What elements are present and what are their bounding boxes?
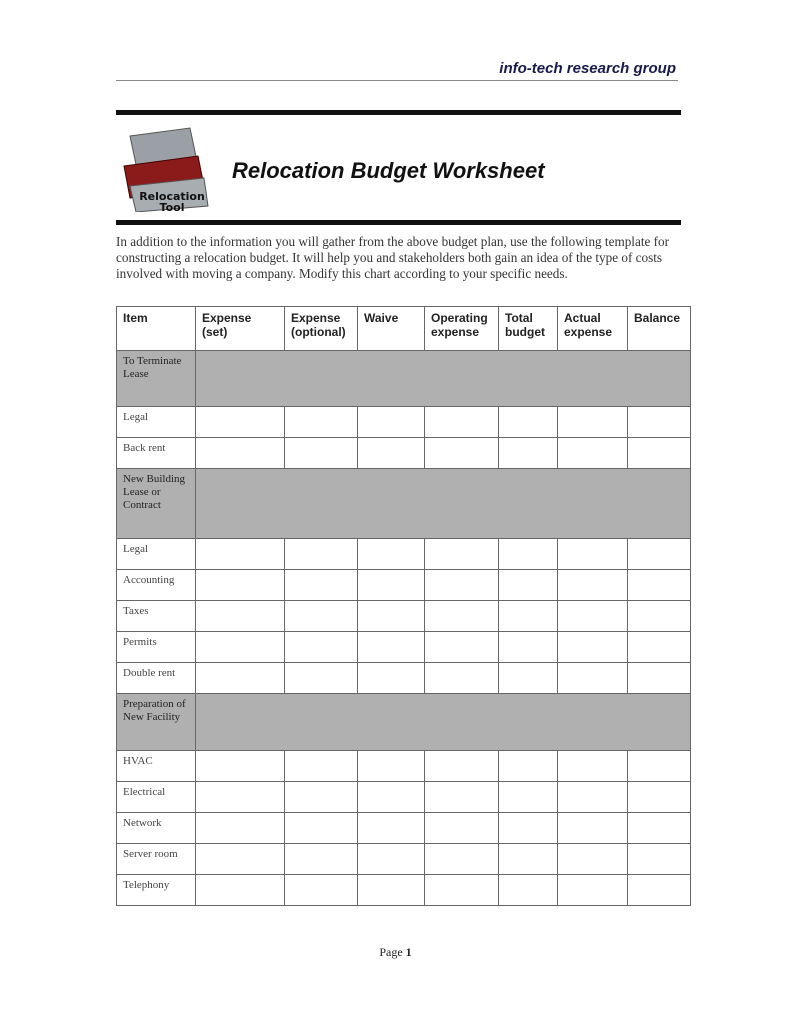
table-row [117, 438, 691, 469]
input-cell[interactable] [558, 844, 628, 875]
item-label: Accounting [117, 570, 196, 601]
input-cell[interactable] [358, 663, 425, 694]
input-cell[interactable] [358, 751, 425, 782]
item-label: Double rent [117, 663, 196, 694]
input-cell[interactable] [499, 539, 558, 570]
input-cell[interactable] [358, 407, 425, 438]
input-cell[interactable] [425, 663, 499, 694]
input-cell[interactable] [196, 601, 285, 632]
input-cell[interactable] [425, 539, 499, 570]
input-cell[interactable] [628, 813, 691, 844]
input-cell[interactable] [196, 813, 285, 844]
input-cell[interactable] [358, 782, 425, 813]
input-cell[interactable] [628, 570, 691, 601]
item-label: Legal [117, 539, 196, 570]
svg-text:Relocation: Relocation [139, 190, 205, 203]
item-label: Permits [117, 632, 196, 663]
page-number [0, 945, 791, 960]
input-cell[interactable] [499, 663, 558, 694]
section-fill [196, 694, 691, 751]
input-cell[interactable] [425, 570, 499, 601]
input-cell[interactable] [425, 407, 499, 438]
input-cell[interactable] [425, 438, 499, 469]
input-cell[interactable] [425, 601, 499, 632]
input-cell[interactable] [558, 782, 628, 813]
input-cell[interactable] [285, 601, 358, 632]
input-cell[interactable] [628, 632, 691, 663]
input-cell[interactable] [196, 875, 285, 906]
input-cell[interactable] [285, 844, 358, 875]
input-cell[interactable] [358, 438, 425, 469]
input-cell[interactable] [628, 539, 691, 570]
input-cell[interactable] [425, 782, 499, 813]
page-title: Relocation Budget Worksheet [232, 158, 545, 183]
section-fill [196, 469, 691, 539]
column-header: Total budget [499, 307, 558, 351]
input-cell[interactable] [558, 813, 628, 844]
input-cell[interactable] [499, 570, 558, 601]
table-row [117, 844, 691, 875]
svg-text:Tool: Tool [159, 201, 185, 212]
section-label: New Building Lease or Contract [117, 469, 196, 539]
input-cell[interactable] [558, 875, 628, 906]
page-label: Page [379, 945, 403, 959]
header-divider [116, 80, 678, 81]
input-cell[interactable] [425, 875, 499, 906]
input-cell[interactable] [628, 663, 691, 694]
item-label: HVAC [117, 751, 196, 782]
section-label: Preparation of New Facility [117, 694, 196, 751]
input-cell[interactable] [358, 875, 425, 906]
column-header: Expense (set) [196, 307, 285, 351]
input-cell[interactable] [285, 632, 358, 663]
input-cell[interactable] [558, 751, 628, 782]
input-cell[interactable] [358, 570, 425, 601]
column-header: Waive [358, 307, 425, 351]
table-row [117, 875, 691, 906]
input-cell[interactable] [196, 407, 285, 438]
title-rule-top [116, 110, 681, 115]
input-cell[interactable] [285, 570, 358, 601]
section-fill [196, 351, 691, 407]
brand-name: info-tech research group [499, 60, 676, 77]
input-cell[interactable] [499, 782, 558, 813]
section-row [117, 351, 691, 407]
input-cell[interactable] [285, 782, 358, 813]
input-cell[interactable] [425, 813, 499, 844]
input-cell[interactable] [628, 751, 691, 782]
input-cell[interactable] [558, 570, 628, 601]
input-cell[interactable] [285, 407, 358, 438]
table-row [117, 407, 691, 438]
input-cell[interactable] [285, 813, 358, 844]
input-cell[interactable] [285, 438, 358, 469]
input-cell[interactable] [285, 875, 358, 906]
input-cell[interactable] [196, 632, 285, 663]
input-cell[interactable] [499, 407, 558, 438]
table-row [117, 632, 691, 663]
input-cell[interactable] [358, 813, 425, 844]
input-cell[interactable] [628, 875, 691, 906]
item-label: Server room [117, 844, 196, 875]
column-header: Item [117, 307, 196, 351]
input-cell[interactable] [558, 632, 628, 663]
input-cell[interactable] [499, 844, 558, 875]
item-label: Legal [117, 407, 196, 438]
input-cell[interactable] [628, 438, 691, 469]
item-label: Network [117, 813, 196, 844]
input-cell[interactable] [425, 844, 499, 875]
table-row [117, 782, 691, 813]
input-cell[interactable] [285, 663, 358, 694]
column-header: Actual expense [558, 307, 628, 351]
table-row [117, 601, 691, 632]
item-label: Back rent [117, 438, 196, 469]
input-cell[interactable] [196, 570, 285, 601]
input-cell[interactable] [285, 539, 358, 570]
column-header: Balance [628, 307, 691, 351]
column-header: Expense (optional) [285, 307, 358, 351]
input-cell[interactable] [499, 632, 558, 663]
item-label: Taxes [117, 601, 196, 632]
input-cell[interactable] [285, 751, 358, 782]
table-row [117, 539, 691, 570]
input-cell[interactable] [196, 844, 285, 875]
input-cell[interactable] [499, 813, 558, 844]
table-row [117, 751, 691, 782]
input-cell[interactable] [499, 601, 558, 632]
section-label: To Terminate Lease [117, 351, 196, 407]
intro-paragraph: In addition to the information you will gather from the above budget plan, use the following template for constructing a relocation budget. It will help you and stakeholders both gain an idea of the type of costs involved with moving a company. Modify this chart according to your specific needs. [116, 234, 670, 281]
input-cell[interactable] [358, 844, 425, 875]
input-cell[interactable] [358, 539, 425, 570]
section-row [117, 694, 691, 751]
input-cell[interactable] [196, 438, 285, 469]
input-cell[interactable] [628, 782, 691, 813]
input-cell[interactable] [499, 875, 558, 906]
page-number-value: 1 [405, 945, 412, 959]
toolbox-logo-image [120, 126, 216, 212]
input-cell[interactable] [196, 539, 285, 570]
item-label: Electrical [117, 782, 196, 813]
input-cell[interactable] [558, 539, 628, 570]
input-cell[interactable] [628, 844, 691, 875]
input-cell[interactable] [558, 601, 628, 632]
title-rule-bottom [116, 220, 681, 225]
input-cell[interactable] [425, 751, 499, 782]
input-cell[interactable] [628, 407, 691, 438]
input-cell[interactable] [499, 751, 558, 782]
input-cell[interactable] [196, 663, 285, 694]
input-cell[interactable] [558, 438, 628, 469]
input-cell[interactable] [196, 751, 285, 782]
input-cell[interactable] [425, 632, 499, 663]
input-cell[interactable] [628, 601, 691, 632]
input-cell[interactable] [358, 601, 425, 632]
input-cell[interactable] [358, 632, 425, 663]
section-row [117, 469, 691, 539]
table-row [117, 663, 691, 694]
input-cell[interactable] [558, 407, 628, 438]
table-header-row [117, 307, 691, 351]
input-cell[interactable] [499, 438, 558, 469]
input-cell[interactable] [558, 663, 628, 694]
budget-table [116, 306, 691, 906]
table-row [117, 570, 691, 601]
input-cell[interactable] [196, 782, 285, 813]
table-row [117, 813, 691, 844]
item-label: Telephony [117, 875, 196, 906]
column-header: Operating expense [425, 307, 499, 351]
